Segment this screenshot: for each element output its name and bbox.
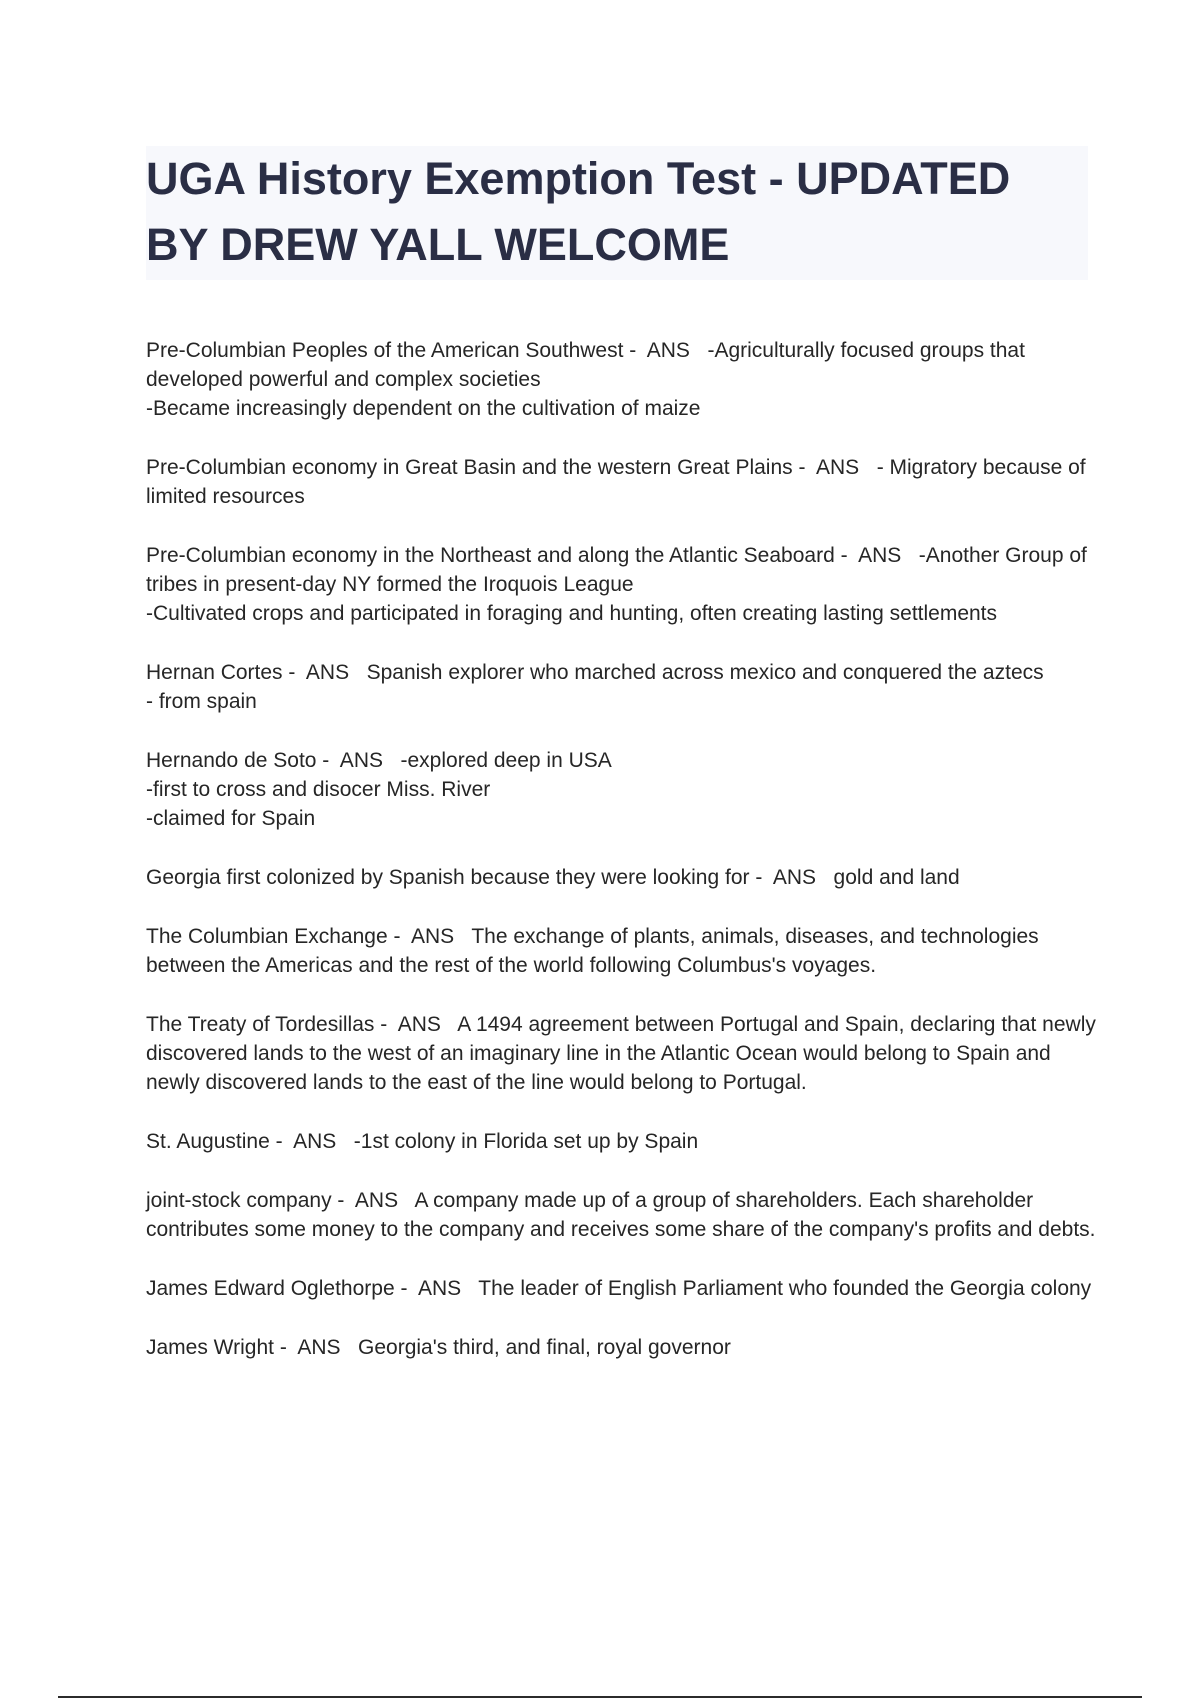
qa-term: Hernando de Soto: [146, 749, 317, 772]
qa-answer-line: -claimed for Spain: [146, 807, 316, 830]
qa-list: [146, 336, 1102, 1392]
qa-answer: Spanish explorer who marched across mexico and conquered the aztecs: [366, 661, 1044, 684]
qa-answer: The leader of English Parliament who founded the Georgia colony: [478, 1277, 1092, 1300]
qa-term: The Treaty of Tordesillas: [146, 1013, 375, 1036]
qa-separator: - ANS: [834, 544, 919, 567]
qa-term: James Wright: [146, 1336, 274, 1359]
qa-separator: - ANS: [394, 1277, 479, 1300]
qa-separator: - ANS: [269, 1130, 354, 1153]
qa-entry: [146, 1186, 1096, 1244]
qa-separator: - ANS: [331, 1189, 415, 1212]
qa-separator: - ANS: [792, 456, 877, 479]
qa-entry: [146, 746, 1096, 833]
qa-answer: -Another Group of tribes in present-day NY formed the Iroquois League: [146, 544, 1093, 596]
qa-term: Pre-Columbian Peoples of the American Southwest: [146, 339, 624, 362]
qa-answer: Georgia's third, and final, royal governor: [358, 1336, 731, 1359]
qa-answer-line: -Cultivated crops and participated in foraging and hunting, often creating lasting settlements: [146, 602, 998, 625]
qa-separator: - ANS: [387, 925, 472, 948]
qa-separator: - ANS: [273, 1336, 359, 1359]
qa-entry: [146, 922, 1096, 980]
qa-answer: - Migratory because of limited resources: [146, 456, 1092, 508]
qa-term: James Edward Oglethorpe: [146, 1277, 395, 1300]
qa-answer: -explored deep in USA: [400, 749, 612, 772]
qa-entry: [146, 1333, 1096, 1362]
qa-term: The Columbian Exchange: [146, 925, 388, 948]
qa-term: Pre-Columbian economy in Great Basin and the western Great Plains: [146, 456, 793, 479]
qa-entry: [146, 658, 1096, 716]
qa-entry: [146, 541, 1096, 628]
title-box: [146, 146, 1088, 280]
qa-separator: - ANS: [623, 339, 708, 362]
qa-answer: -1st colony in Florida set up by Spain: [353, 1130, 699, 1153]
qa-entry: [146, 453, 1096, 511]
qa-separator: - ANS: [374, 1013, 458, 1036]
qa-term: Hernan Cortes: [146, 661, 283, 684]
page-bottom-rule: [58, 1696, 1142, 1698]
qa-answer-line: -first to cross and disocer Miss. River: [146, 778, 491, 801]
qa-answer: gold and land: [833, 866, 960, 889]
qa-entry: [146, 863, 1096, 892]
qa-answer: -Agriculturally focused groups that developed powerful and complex societies: [146, 339, 1031, 391]
qa-term: Pre-Columbian economy in the Northeast and along the Atlantic Seaboard: [146, 544, 835, 567]
qa-term: St. Augustine: [146, 1130, 270, 1153]
qa-answer: A 1494 agreement between Portugal and Spain, declaring that newly discovered lands to the west of an imaginary line in the Atlantic Ocean would belong to Spain and newly discovered lands to the east of the line would belong to Portugal.: [146, 1013, 1102, 1094]
qa-entry: [146, 1127, 1096, 1156]
qa-term: Georgia first colonized by Spanish because they were looking for: [146, 866, 750, 889]
qa-separator: - ANS: [282, 661, 367, 684]
qa-separator: - ANS: [316, 749, 401, 772]
page-title: UGA History Exemption Test - UPDATED BY DREW YALL WELCOME: [146, 153, 1011, 270]
qa-entry: [146, 1010, 1102, 1097]
qa-term: joint-stock company: [146, 1189, 332, 1212]
qa-entry: [146, 336, 1096, 423]
qa-answer: The exchange of plants, animals, diseases, and technologies between the Americas and the rest of the world following Columbus's voyages.: [146, 925, 1045, 977]
qa-separator: - ANS: [749, 866, 834, 889]
qa-entry: [146, 1274, 1096, 1303]
qa-answer: A company made up of a group of shareholders. Each shareholder contributes some money to the company and receives some share of the company's profits and debts.: [146, 1189, 1096, 1241]
qa-answer-line: - from spain: [146, 690, 257, 713]
qa-answer-line: -Became increasingly dependent on the cultivation of maize: [146, 397, 701, 420]
